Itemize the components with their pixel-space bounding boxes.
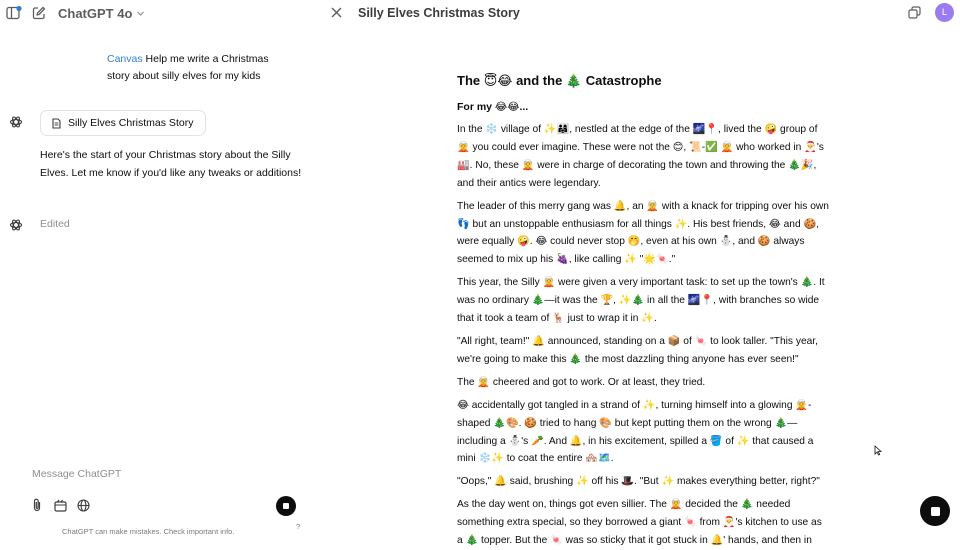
disclaimer: ChatGPT can make mistakes. Check important info. xyxy=(62,527,235,536)
story-paragraph: "All right, team!" 🔔 announced, standing on a 📦 of 🍬 to look taller. "This year, we're going to make this 🎄 the most dazzling thing anyone has ever seen!" xyxy=(457,335,818,365)
story-paragraph: The 🧝 cheered and got to work. Or at least, they tried. xyxy=(457,376,706,388)
close-canvas-icon[interactable] xyxy=(327,4,345,21)
copy-icon[interactable] xyxy=(906,4,923,21)
user-message xyxy=(107,51,287,84)
canvas-card[interactable] xyxy=(40,110,206,136)
model-name: ChatGPT 4o xyxy=(58,5,133,21)
story-paragraph: As the day went on, things got even sillier. The 🧝 decided the 🎄 needed something extra special, so they borrowed a giant 🍬 from 🎅's kitchen to use as a 🎄 topper. But the 🍬 was so sticky that it got stuck in 🔔' hands, and then in xyxy=(457,499,822,547)
mouse-cursor-icon xyxy=(874,443,882,461)
stop-icon xyxy=(931,507,940,516)
help-button[interactable]: ? xyxy=(296,522,301,531)
globe-icon[interactable] xyxy=(75,497,91,513)
assistant-avatar-icon xyxy=(8,217,24,233)
document-dedication: For my 😂😂... xyxy=(457,101,529,113)
story-paragraph: The leader of this merry gang was 🔔, an 🧝 with a knack for tripping over his own 👣 but an unstoppable enthusiasm for all things ✨. His best friends, 😂 and 🍪, were equally 🤪. 😂 could never stop 🤭, even at his own ⛄, and 🍪 always seemed to mix up his 🍇, like calling ✨ "🌟🍬." xyxy=(457,200,829,266)
attach-icon[interactable] xyxy=(29,497,45,513)
story-paragraph: "Oops," 🔔 said, brushing ✨ off his 🎩. "But ✨ makes everything better, right?" xyxy=(457,476,820,488)
canvas-tool-icon[interactable] xyxy=(52,497,68,513)
story-paragraph: This year, the Silly 🧝 were given a very important task: to set up the town's 🎄. It was no ordinary 🎄—it was the 🏆, ✨🎄 in all the 🌌📍, with branches so wide that it took a team of 🦌 just to wrap it in ✨. xyxy=(457,277,825,325)
story-paragraph: 😂 accidentally got tangled in a strand of ✨, turning himself into a glowing 🧝-shaped 🎄🎨. 🍪 tried to hang 🎨 but kept putting them on the wrong 🎄—including a ⛄'s 🥕. And 🔔, in his excitement, spilled a 🪣 of ✨ that caused a mini ❄️✨ to coat the entire 🏘️🗺️. xyxy=(457,399,814,465)
stop-generating-button[interactable] xyxy=(276,496,296,516)
model-selector[interactable] xyxy=(58,4,145,22)
assistant-avatar-icon xyxy=(8,114,24,130)
document-title: The 😇😂 and the 🎄 Catastrophe xyxy=(457,73,662,88)
new-chat-icon[interactable] xyxy=(30,4,47,21)
assistant-message: Here's the start of your Christmas story about the Silly Elves. Let me know if you'd like any tweaks or additions! xyxy=(40,149,302,179)
message-input[interactable]: Message ChatGPT xyxy=(32,468,122,480)
canvas-card-label: Silly Elves Christmas Story xyxy=(68,117,194,129)
stop-icon xyxy=(283,503,289,509)
document-icon xyxy=(52,118,61,129)
edited-label: Edited xyxy=(40,218,70,230)
canvas-tag: Canvas xyxy=(107,53,143,65)
user-avatar[interactable]: L xyxy=(935,3,954,22)
toggle-sidebar-icon[interactable] xyxy=(5,4,22,21)
canvas-document[interactable] xyxy=(457,68,829,547)
canvas-title: Silly Elves Christmas Story xyxy=(358,6,520,20)
story-paragraph: In the ❄️ village of ✨👨‍👩‍👧, nestled at the edge of the 🌌📍, lived the 🤪 group of 🧝 you could ever imagine. These were not the 😊, 📜-✅ 🧝 who worked in 🎅's 🏭. No, these 🧝 were in charge of decorating the town and throwing the 🎄🎉, and their antics were legendary. xyxy=(457,124,824,189)
chevron-down-icon xyxy=(136,9,145,18)
stop-generating-button-canvas[interactable] xyxy=(920,496,950,526)
user-message-text: Help me write a Christmas story about silly elves for my kids xyxy=(107,53,269,82)
